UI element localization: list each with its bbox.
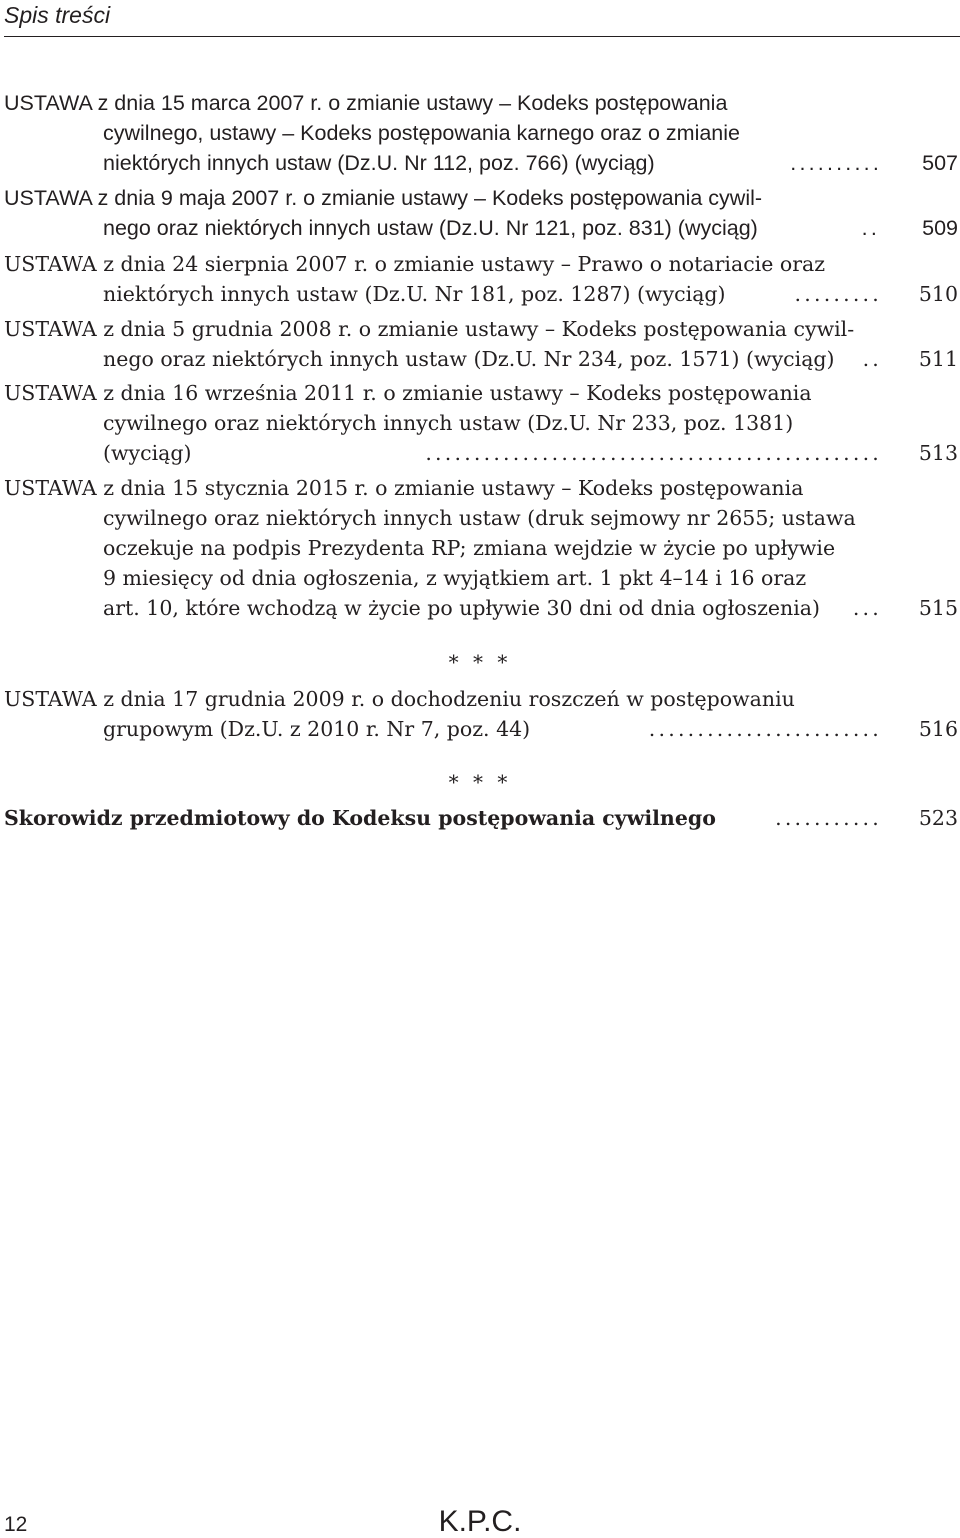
- footer-page-number: 12: [4, 1513, 28, 1536]
- dot-leader: .........: [794, 282, 882, 306]
- dot-leader: ..: [861, 216, 880, 240]
- header-divider: [4, 36, 960, 37]
- toc-page-number: 510: [918, 282, 958, 306]
- toc-page-number: 516: [918, 717, 958, 741]
- toc-page-number: 511: [918, 347, 958, 371]
- toc-entry-text: USTAWA z dnia 24 sierpnia 2007 r. o zmianie ustawy – Prawo o notariacie oraz: [4, 252, 826, 276]
- page-header-title: Spis treści: [4, 2, 111, 28]
- dot-leader: ...: [852, 596, 882, 620]
- dot-leader: ........................: [648, 717, 882, 741]
- toc-entry-text: cywilnego oraz niektórych innych ustaw (Dz.U. Nr 233, poz. 1381): [103, 411, 794, 435]
- toc-page-number: 507: [922, 151, 958, 175]
- toc-entry-text: Skorowidz przedmiotowy do Kodeksu postępowania cywilnego: [4, 806, 716, 830]
- toc-entry-text: USTAWA z dnia 9 maja 2007 r. o zmianie ustawy – Kodeks postępowania cywil-: [4, 186, 763, 210]
- toc-entry-text: cywilnego oraz niektórych innych ustaw (druk sejmowy nr 2655; ustawa: [103, 506, 856, 530]
- footer-book-title: K.P.C.: [438, 1505, 522, 1538]
- toc-entry-text: 9 miesięcy od dnia ogłoszenia, z wyjątkiem art. 1 pkt 4–14 i 16 oraz: [103, 566, 807, 590]
- toc-entry-text: USTAWA z dnia 16 września 2011 r. o zmianie ustawy – Kodeks postępowania: [4, 381, 812, 405]
- toc-entry-text: USTAWA z dnia 5 grudnia 2008 r. o zmianie ustawy – Kodeks postępowania cywil-: [4, 317, 855, 341]
- toc-entry-text: oczekuje na podpis Prezydenta RP; zmiana wejdzie w życie po upływie: [103, 536, 836, 560]
- toc-entry-text: USTAWA z dnia 15 stycznia 2015 r. o zmianie ustawy – Kodeks postępowania: [4, 476, 804, 500]
- toc-entry-text: niektórych innych ustaw (Dz.U. Nr 112, poz. 766) (wyciąg): [103, 151, 655, 175]
- toc-entry-text: nego oraz niektórych innych ustaw (Dz.U. Nr 121, poz. 831) (wyciąg): [103, 216, 758, 240]
- toc-page-number: 509: [922, 216, 958, 240]
- dot-leader: ...........: [775, 806, 882, 830]
- toc-page-number: 523: [918, 806, 958, 830]
- toc-entry-text: nego oraz niektórych innych ustaw (Dz.U. Nr 234, poz. 1571) (wyciąg): [103, 347, 835, 371]
- toc-entry-text: grupowym (Dz.U. z 2010 r. Nr 7, poz. 44): [103, 717, 531, 741]
- toc-entry-text: USTAWA z dnia 17 grudnia 2009 r. o dochodzeniu roszczeń w postępowaniu: [4, 687, 795, 711]
- toc-page-number: 513: [918, 441, 958, 465]
- section-separator: * * *: [448, 770, 512, 794]
- section-separator: * * *: [448, 650, 512, 674]
- toc-entry-text: art. 10, które wchodzą w życie po upływie 30 dni od dnia ogłoszenia): [103, 596, 820, 620]
- toc-entry-text: USTAWA z dnia 15 marca 2007 r. o zmianie ustawy – Kodeks postępowania: [4, 91, 728, 115]
- toc-entry-text: cywilnego, ustawy – Kodeks postępowania karnego oraz o zmianie: [103, 121, 741, 145]
- toc-entry-text: (wyciąg): [103, 441, 192, 465]
- dot-leader: ..........: [790, 151, 882, 175]
- dot-leader: ...............................................: [425, 441, 882, 465]
- dot-leader: ..: [862, 347, 882, 371]
- toc-entry-text: niektórych innych ustaw (Dz.U. Nr 181, poz. 1287) (wyciąg): [103, 282, 726, 306]
- toc-page-number: 515: [918, 596, 958, 620]
